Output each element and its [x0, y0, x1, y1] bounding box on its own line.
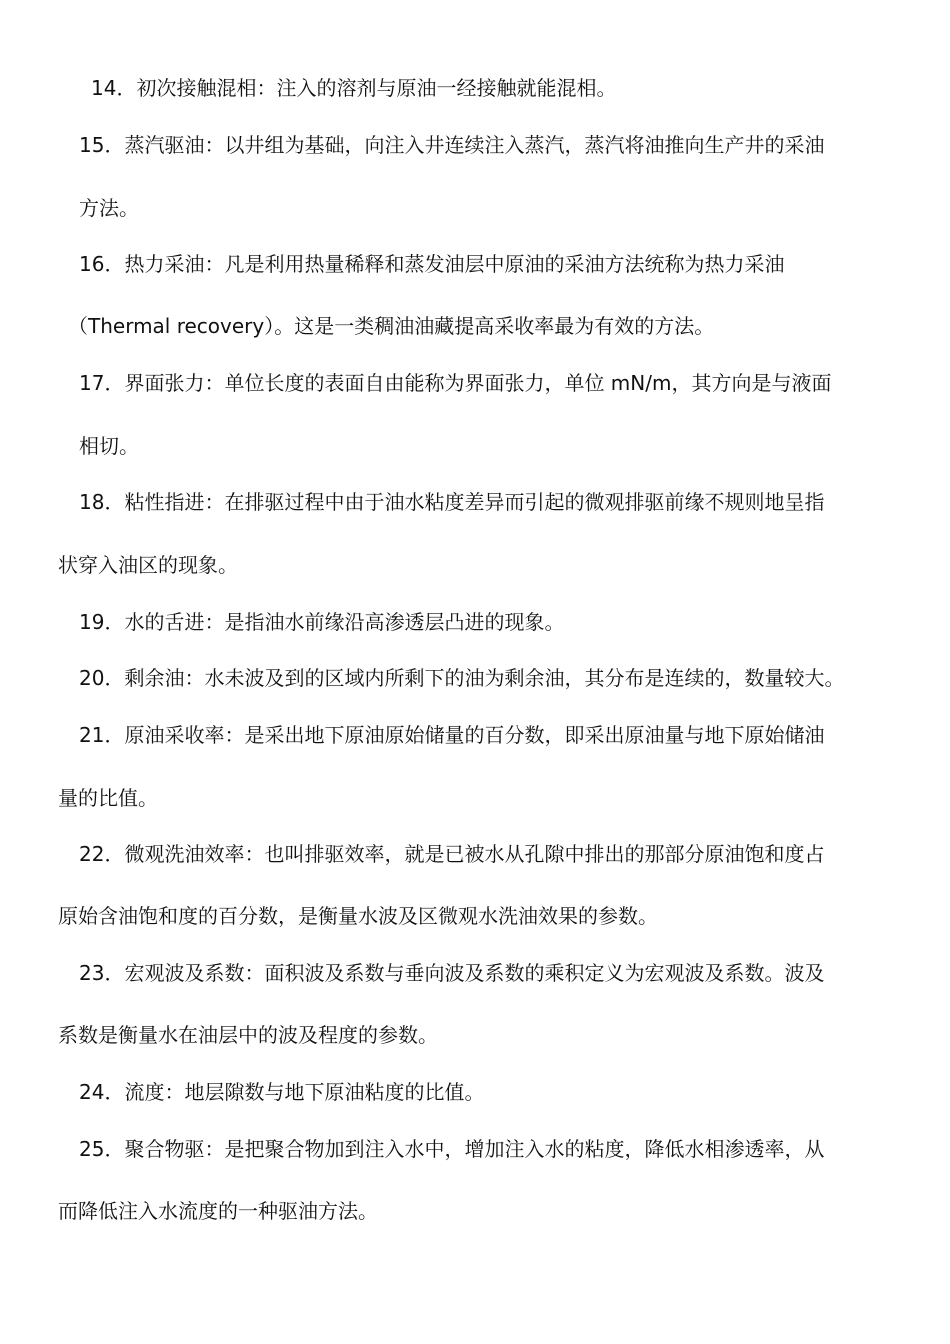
text-line: 量的比值。: [58, 786, 158, 810]
text-line: 21．原油采收率：是采出地下原油原始储量的百分数，即采出原油量与地下原始储油: [79, 723, 825, 747]
text-line: 14．初次接触混相：注入的溶剂与原油一经接触就能混相。: [91, 76, 617, 100]
text-line: 19．水的舌进：是指油水前缘沿高渗透层凸进的现象。: [79, 610, 565, 634]
text-line: 20．剩余油：水未波及到的区域内所剩下的油为剩余油，其分布是连续的，数量较大。: [79, 666, 845, 690]
text-line: 23．宏观波及系数：面积波及系数与垂向波及系数的乘积定义为宏观波及系数。波及: [79, 961, 825, 985]
text-line: 18．粘性指进：在排驱过程中由于油水粘度差异而引起的微观排驱前缘不规则地呈指: [79, 490, 825, 514]
text-line: 原始含油饱和度的百分数，是衡量水波及区微观水洗油效果的参数。: [58, 904, 658, 928]
text-line: 方法。: [79, 196, 139, 220]
text-line: 24．流度：地层隙数与地下原油粘度的比值。: [79, 1080, 485, 1104]
text-line: 相切。: [79, 434, 139, 458]
text-line: 状穿入油区的现象。: [58, 553, 238, 577]
text-line: （Thermal recovery）。这是一类稠油油藏提高采收率最为有效的方法。: [68, 314, 715, 338]
text-line: 15．蒸汽驱油：以井组为基础，向注入井连续注入蒸汽，蒸汽将油推向生产井的采油: [79, 133, 825, 157]
text-line: 系数是衡量水在油层中的波及程度的参数。: [58, 1023, 438, 1047]
text-line: 22．微观洗油效率：也叫排驱效率，就是已被水从孔隙中排出的那部分原油饱和度占: [79, 842, 825, 866]
text-line: 25．聚合物驱：是把聚合物加到注入水中，增加注入水的粘度，降低水相渗透率，从: [79, 1137, 825, 1161]
text-line: 而降低注入水流度的一种驱油方法。: [58, 1199, 378, 1223]
text-line: 16．热力采油：凡是利用热量稀释和蒸发油层中原油的采油方法统称为热力采油: [79, 252, 785, 276]
text-line: 17．界面张力：单位长度的表面自由能称为界面张力，单位 mN/m，其方向是与液面: [79, 371, 832, 395]
